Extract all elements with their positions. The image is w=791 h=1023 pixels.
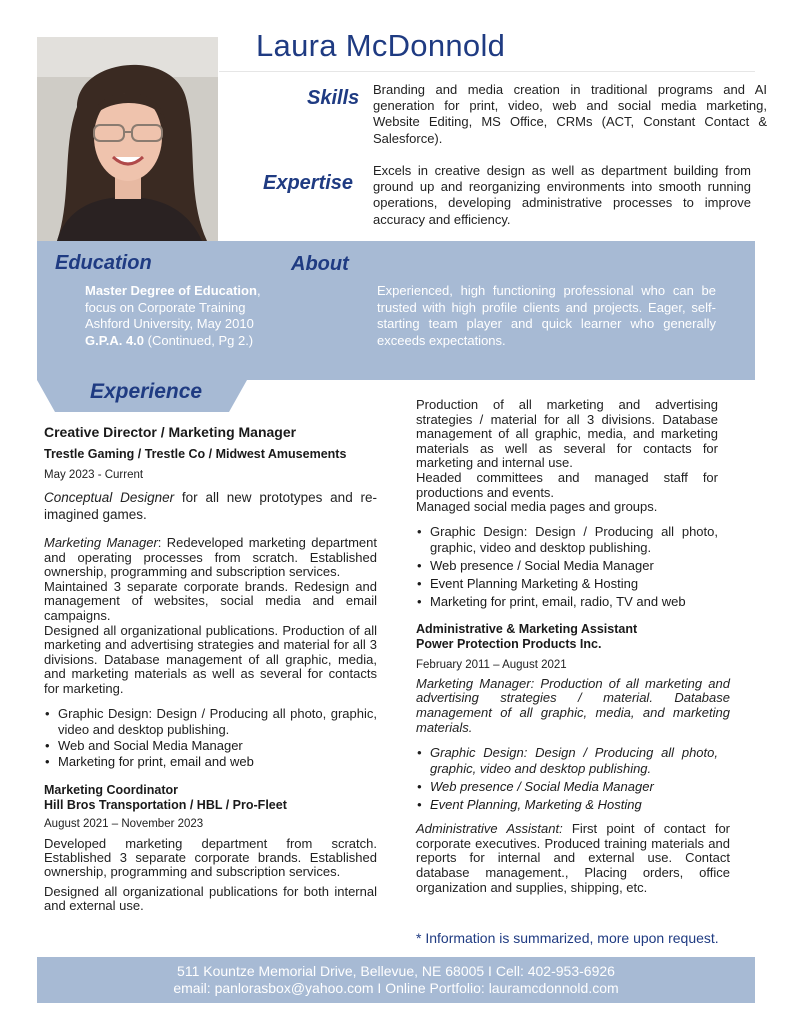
job1-bullet-list [44,706,377,770]
job1-intro [44,490,377,523]
job1-paragraph-2: Maintained 3 separate corporate brands. Redesign and management of websites, social media and email campaigns. [44,578,377,623]
portrait-image [37,37,218,241]
job2-cont-paragraph-2: Headed committees and managed staff for productions and events. [416,469,718,500]
expertise-heading: Expertise [263,172,354,194]
footer-address-line: 511 Kountze Memorial Drive, Bellevue, NE 68005 I Cell: 402-953-6926 [177,963,615,979]
job2-dates: August 2021 – November 2023 [44,817,204,830]
profile-photo [37,37,218,241]
job3-title: Administrative & Marketing Assistant [416,621,638,636]
expertise-text: Excels in creative design as well as department building from ground up and reorganizing environments into smooth running operations, developing administrative processes to improve accuracy and efficiency. [373,163,751,227]
job2-cont-paragraph-1: Production of all marketing and advertising strategies / material for all 3 divisions. Database management of all graphic, media, and marketing materials as well as several for contacts for marketing and internal use. [416,397,718,471]
job2-paragraph-1: Developed marketing department from scratch. Established 3 separate corporate brands. Established ownership, programming and subscription services. [44,835,377,879]
job1-bullet: • Marketing for print, email and web [44,754,377,770]
about-heading: About [291,253,349,275]
job2-title: Marketing Coordinator [44,782,179,797]
gpa-value: G.P.A. 4.0 [85,332,145,348]
job3-company: Power Protection Products Inc. [416,636,602,651]
job1-intro-text: for all new prototypes and re-imagined games. [44,490,377,522]
job2-paragraph-2: Designed all organizational publications for both internal and external use. [44,883,377,913]
gpa-note: (Continued, Pg 2.) [144,332,254,348]
job3-bullet: • Graphic Design: Design / Producing all photo, graphic, video and desktop publishing. [416,745,718,777]
job1-dates: May 2023 - Current [44,469,144,481]
skills-heading: Skills [307,87,360,109]
school-name: Ashford University, May 2010 [85,316,254,331]
education-details [85,283,305,349]
job1-p1-role: Marketing Manager [44,535,158,550]
about-text: Experienced, high functioning professional who can be trusted with high profile clients and projects. Eager, self-starting team player and quick learner who generally exceeds expectations. [377,283,716,348]
education-heading: Education [55,252,152,274]
job1-p1-text: : Redeveloped marketing department and operating processes from scratch. Established ownership, programming and subscription services. [44,535,378,580]
candidate-name: Laura McDonnold [256,28,506,63]
degree-focus: focus on Corporate Training [85,299,246,315]
job1-bullet: • Web and Social Media Manager [44,738,377,754]
experience-right-column [416,397,730,895]
job1-paragraph-3: Designed all organizational publications. Production of all marketing and advertising strategies and material for all 3 divisions. Database management of all graphic, media, and marketing materials as well as several for contacts for marketing. [44,622,377,696]
job2-bullet: • Web presence / Social Media Manager [416,558,718,574]
experience-heading: Experience [90,380,203,403]
job3-p2-role: Administrative Assistant: [416,821,563,837]
job3-bullet-list [416,745,718,813]
contact-footer [37,957,755,1003]
job2-bullet-list [416,524,718,610]
job3-p2-text: First point of contact for corporate executives. Produced training materials and reports for internal and external use. Contact database management., Placing orders, office organization and supplies, shipping, etc. [416,821,730,895]
degree-suffix: , [256,283,261,298]
job2-company: Hill Bros Transportation / HBL / Pro-Fleet [44,797,287,812]
job1-intro-role: Conceptual Designer [44,490,175,505]
skills-text: Branding and media creation in traditional programs and AI generation for print, video, web and social media marketing, Website Editing, MS Office, CRMs (ACT, Constant Contact & Salesforce). [373,82,767,146]
job2-bullet: • Marketing for print, email, radio, TV and web [416,594,718,610]
degree-name: Master Degree of Education [85,283,257,298]
job3-paragraph-1: Marketing Manager: Production of all marketing and advertising strategies / material. Database management of all graphic, media, and marketing materials. [416,675,730,735]
footer-email-line: email: panlorasbox@yahoo.com I Online Portfolio: lauramcdonnold.com [173,980,619,996]
job3-dates: February 2011 – August 2021 [416,658,567,671]
job1-bullet: • Graphic Design: Design / Producing all photo, graphic, video and desktop publishing. [44,706,377,738]
summary-note: * Information is summarized, more upon request. [416,930,719,946]
job2-bullet: • Graphic Design: Design / Producing all photo, graphic, video and desktop publishing. [416,524,718,556]
experience-left-column [44,424,377,913]
job2-bullet: • Event Planning Marketing & Hosting [416,576,718,592]
job3-paragraph-2 [416,822,730,895]
job2-cont-paragraph-3: Managed social media pages and groups. [416,499,658,515]
job1-paragraph-1 [44,536,377,580]
job3-bullet: • Event Planning, Marketing & Hosting [416,797,718,813]
name-divider [219,71,755,72]
job1-company: Trestle Gaming / Trestle Co / Midwest Amusements [44,447,347,461]
job1-title: Creative Director / Marketing Manager [44,424,297,440]
job3-bullet: • Web presence / Social Media Manager [416,779,718,795]
